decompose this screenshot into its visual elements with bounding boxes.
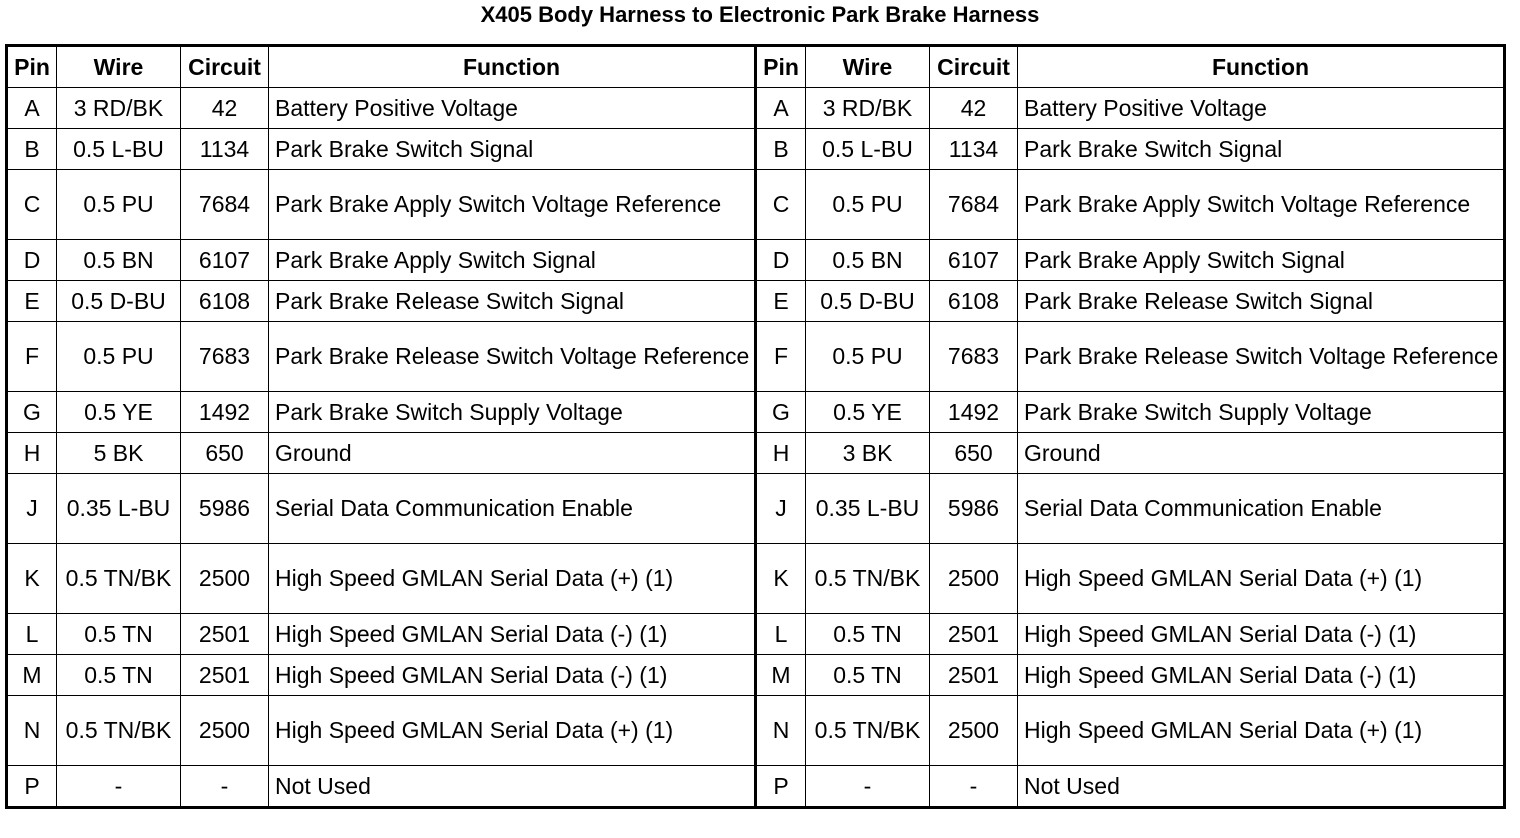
cell-circuit: 7683 — [930, 322, 1018, 392]
cell-circuit: 5986 — [181, 474, 269, 544]
cell-circuit: 6108 — [930, 281, 1018, 322]
cell-wire: - — [57, 766, 181, 808]
cell-circuit: 1134 — [181, 129, 269, 170]
cell-wire: 0.35 L-BU — [806, 474, 930, 544]
header-pin: Pin — [7, 46, 57, 88]
cell-pin: K — [7, 544, 57, 614]
cell-function: Serial Data Communication Enable — [1018, 474, 1505, 544]
cell-wire: 0.5 BN — [806, 240, 930, 281]
cell-pin: L — [756, 614, 806, 655]
cell-pin: H — [756, 433, 806, 474]
cell-pin: C — [7, 170, 57, 240]
header-function: Function — [269, 46, 756, 88]
cell-pin: M — [7, 655, 57, 696]
cell-pin: M — [756, 655, 806, 696]
cell-wire: 0.5 TN — [806, 655, 930, 696]
cell-pin: J — [756, 474, 806, 544]
cell-circuit: 2500 — [181, 544, 269, 614]
table-row — [7, 281, 1505, 322]
cell-circuit: 42 — [181, 88, 269, 129]
cell-wire: 0.5 TN/BK — [806, 544, 930, 614]
cell-circuit: 1492 — [181, 392, 269, 433]
table-row — [7, 392, 1505, 433]
table-row — [7, 240, 1505, 281]
connector-pinout-table — [5, 44, 1506, 809]
header-wire: Wire — [57, 46, 181, 88]
cell-function: Park Brake Release Switch Voltage Reference — [1018, 322, 1505, 392]
cell-function: Battery Positive Voltage — [1018, 88, 1505, 129]
table-row — [7, 696, 1505, 766]
cell-wire: 0.5 L-BU — [57, 129, 181, 170]
cell-function: Ground — [1018, 433, 1505, 474]
cell-function: High Speed GMLAN Serial Data (+) (1) — [269, 544, 756, 614]
cell-circuit: 7684 — [930, 170, 1018, 240]
cell-wire: 0.5 PU — [57, 322, 181, 392]
header-circuit: Circuit — [181, 46, 269, 88]
cell-circuit: 7684 — [181, 170, 269, 240]
cell-function: Not Used — [1018, 766, 1505, 808]
cell-wire: - — [806, 766, 930, 808]
cell-pin: H — [7, 433, 57, 474]
cell-function: High Speed GMLAN Serial Data (-) (1) — [269, 655, 756, 696]
table-row — [7, 322, 1505, 392]
cell-function: Ground — [269, 433, 756, 474]
cell-wire: 5 BK — [57, 433, 181, 474]
header-pin: Pin — [756, 46, 806, 88]
cell-pin: B — [756, 129, 806, 170]
cell-function: Park Brake Switch Supply Voltage — [1018, 392, 1505, 433]
cell-circuit: 1134 — [930, 129, 1018, 170]
cell-function: High Speed GMLAN Serial Data (+) (1) — [1018, 696, 1505, 766]
cell-function: Park Brake Apply Switch Signal — [1018, 240, 1505, 281]
cell-function: Park Brake Release Switch Signal — [1018, 281, 1505, 322]
table-row — [7, 544, 1505, 614]
cell-circuit: 6107 — [930, 240, 1018, 281]
cell-pin: C — [756, 170, 806, 240]
cell-circuit: 6108 — [181, 281, 269, 322]
cell-wire: 3 RD/BK — [57, 88, 181, 129]
cell-wire: 0.5 TN/BK — [57, 696, 181, 766]
cell-pin: A — [756, 88, 806, 129]
cell-circuit: 5986 — [930, 474, 1018, 544]
cell-wire: 0.5 PU — [806, 170, 930, 240]
cell-wire: 0.5 TN — [806, 614, 930, 655]
cell-wire: 0.5 D-BU — [806, 281, 930, 322]
cell-pin: D — [7, 240, 57, 281]
cell-pin: E — [756, 281, 806, 322]
cell-pin: J — [7, 474, 57, 544]
table-row — [7, 655, 1505, 696]
cell-circuit: 2500 — [181, 696, 269, 766]
cell-wire: 3 BK — [806, 433, 930, 474]
cell-wire: 0.5 PU — [806, 322, 930, 392]
header-circuit: Circuit — [930, 46, 1018, 88]
cell-wire: 0.5 L-BU — [806, 129, 930, 170]
table-header-row — [7, 46, 1505, 88]
cell-function: Park Brake Release Switch Signal — [269, 281, 756, 322]
cell-function: Park Brake Switch Signal — [269, 129, 756, 170]
cell-pin: G — [756, 392, 806, 433]
cell-pin: K — [756, 544, 806, 614]
header-function: Function — [1018, 46, 1505, 88]
connector-table-wrap — [5, 44, 1506, 809]
cell-function: Battery Positive Voltage — [269, 88, 756, 129]
table-body — [7, 88, 1505, 808]
table-row — [7, 129, 1505, 170]
cell-wire: 3 RD/BK — [806, 88, 930, 129]
cell-function: Park Brake Switch Signal — [1018, 129, 1505, 170]
cell-circuit: 2500 — [930, 696, 1018, 766]
table-row — [7, 88, 1505, 129]
cell-wire: 0.5 YE — [57, 392, 181, 433]
cell-function: High Speed GMLAN Serial Data (+) (1) — [269, 696, 756, 766]
header-wire: Wire — [806, 46, 930, 88]
cell-wire: 0.5 TN — [57, 614, 181, 655]
cell-pin: A — [7, 88, 57, 129]
table-row — [7, 170, 1505, 240]
cell-function: High Speed GMLAN Serial Data (-) (1) — [1018, 655, 1505, 696]
table-row — [7, 433, 1505, 474]
cell-pin: D — [756, 240, 806, 281]
cell-wire: 0.5 TN — [57, 655, 181, 696]
cell-circuit: 2501 — [930, 655, 1018, 696]
cell-wire: 0.5 TN/BK — [806, 696, 930, 766]
cell-circuit: 650 — [181, 433, 269, 474]
cell-pin: N — [7, 696, 57, 766]
cell-function: Not Used — [269, 766, 756, 808]
cell-pin: F — [756, 322, 806, 392]
cell-wire: 0.5 BN — [57, 240, 181, 281]
cell-function: Park Brake Apply Switch Voltage Reference — [269, 170, 756, 240]
cell-pin: E — [7, 281, 57, 322]
cell-circuit: 2501 — [930, 614, 1018, 655]
cell-circuit: 650 — [930, 433, 1018, 474]
cell-function: Serial Data Communication Enable — [269, 474, 756, 544]
cell-function: High Speed GMLAN Serial Data (+) (1) — [1018, 544, 1505, 614]
cell-circuit: - — [181, 766, 269, 808]
cell-wire: 0.35 L-BU — [57, 474, 181, 544]
cell-circuit: 2500 — [930, 544, 1018, 614]
cell-circuit: 1492 — [930, 392, 1018, 433]
cell-function: Park Brake Release Switch Voltage Reference — [269, 322, 756, 392]
cell-function: Park Brake Apply Switch Signal — [269, 240, 756, 281]
cell-pin: F — [7, 322, 57, 392]
cell-circuit: 2501 — [181, 655, 269, 696]
cell-function: Park Brake Apply Switch Voltage Reference — [1018, 170, 1505, 240]
cell-circuit: 6107 — [181, 240, 269, 281]
cell-pin: N — [756, 696, 806, 766]
cell-wire: 0.5 YE — [806, 392, 930, 433]
cell-pin: L — [7, 614, 57, 655]
cell-function: High Speed GMLAN Serial Data (-) (1) — [269, 614, 756, 655]
cell-circuit: - — [930, 766, 1018, 808]
cell-circuit: 2501 — [181, 614, 269, 655]
cell-pin: P — [7, 766, 57, 808]
cell-wire: 0.5 D-BU — [57, 281, 181, 322]
cell-pin: G — [7, 392, 57, 433]
cell-wire: 0.5 TN/BK — [57, 544, 181, 614]
cell-function: Park Brake Switch Supply Voltage — [269, 392, 756, 433]
page-title: X405 Body Harness to Electronic Park Brake Harness — [480, 2, 1040, 27]
cell-function: High Speed GMLAN Serial Data (-) (1) — [1018, 614, 1505, 655]
table-row — [7, 474, 1505, 544]
table-row — [7, 614, 1505, 655]
cell-pin: P — [756, 766, 806, 808]
table-row — [7, 766, 1505, 808]
cell-wire: 0.5 PU — [57, 170, 181, 240]
cell-circuit: 7683 — [181, 322, 269, 392]
cell-circuit: 42 — [930, 88, 1018, 129]
cell-pin: B — [7, 129, 57, 170]
